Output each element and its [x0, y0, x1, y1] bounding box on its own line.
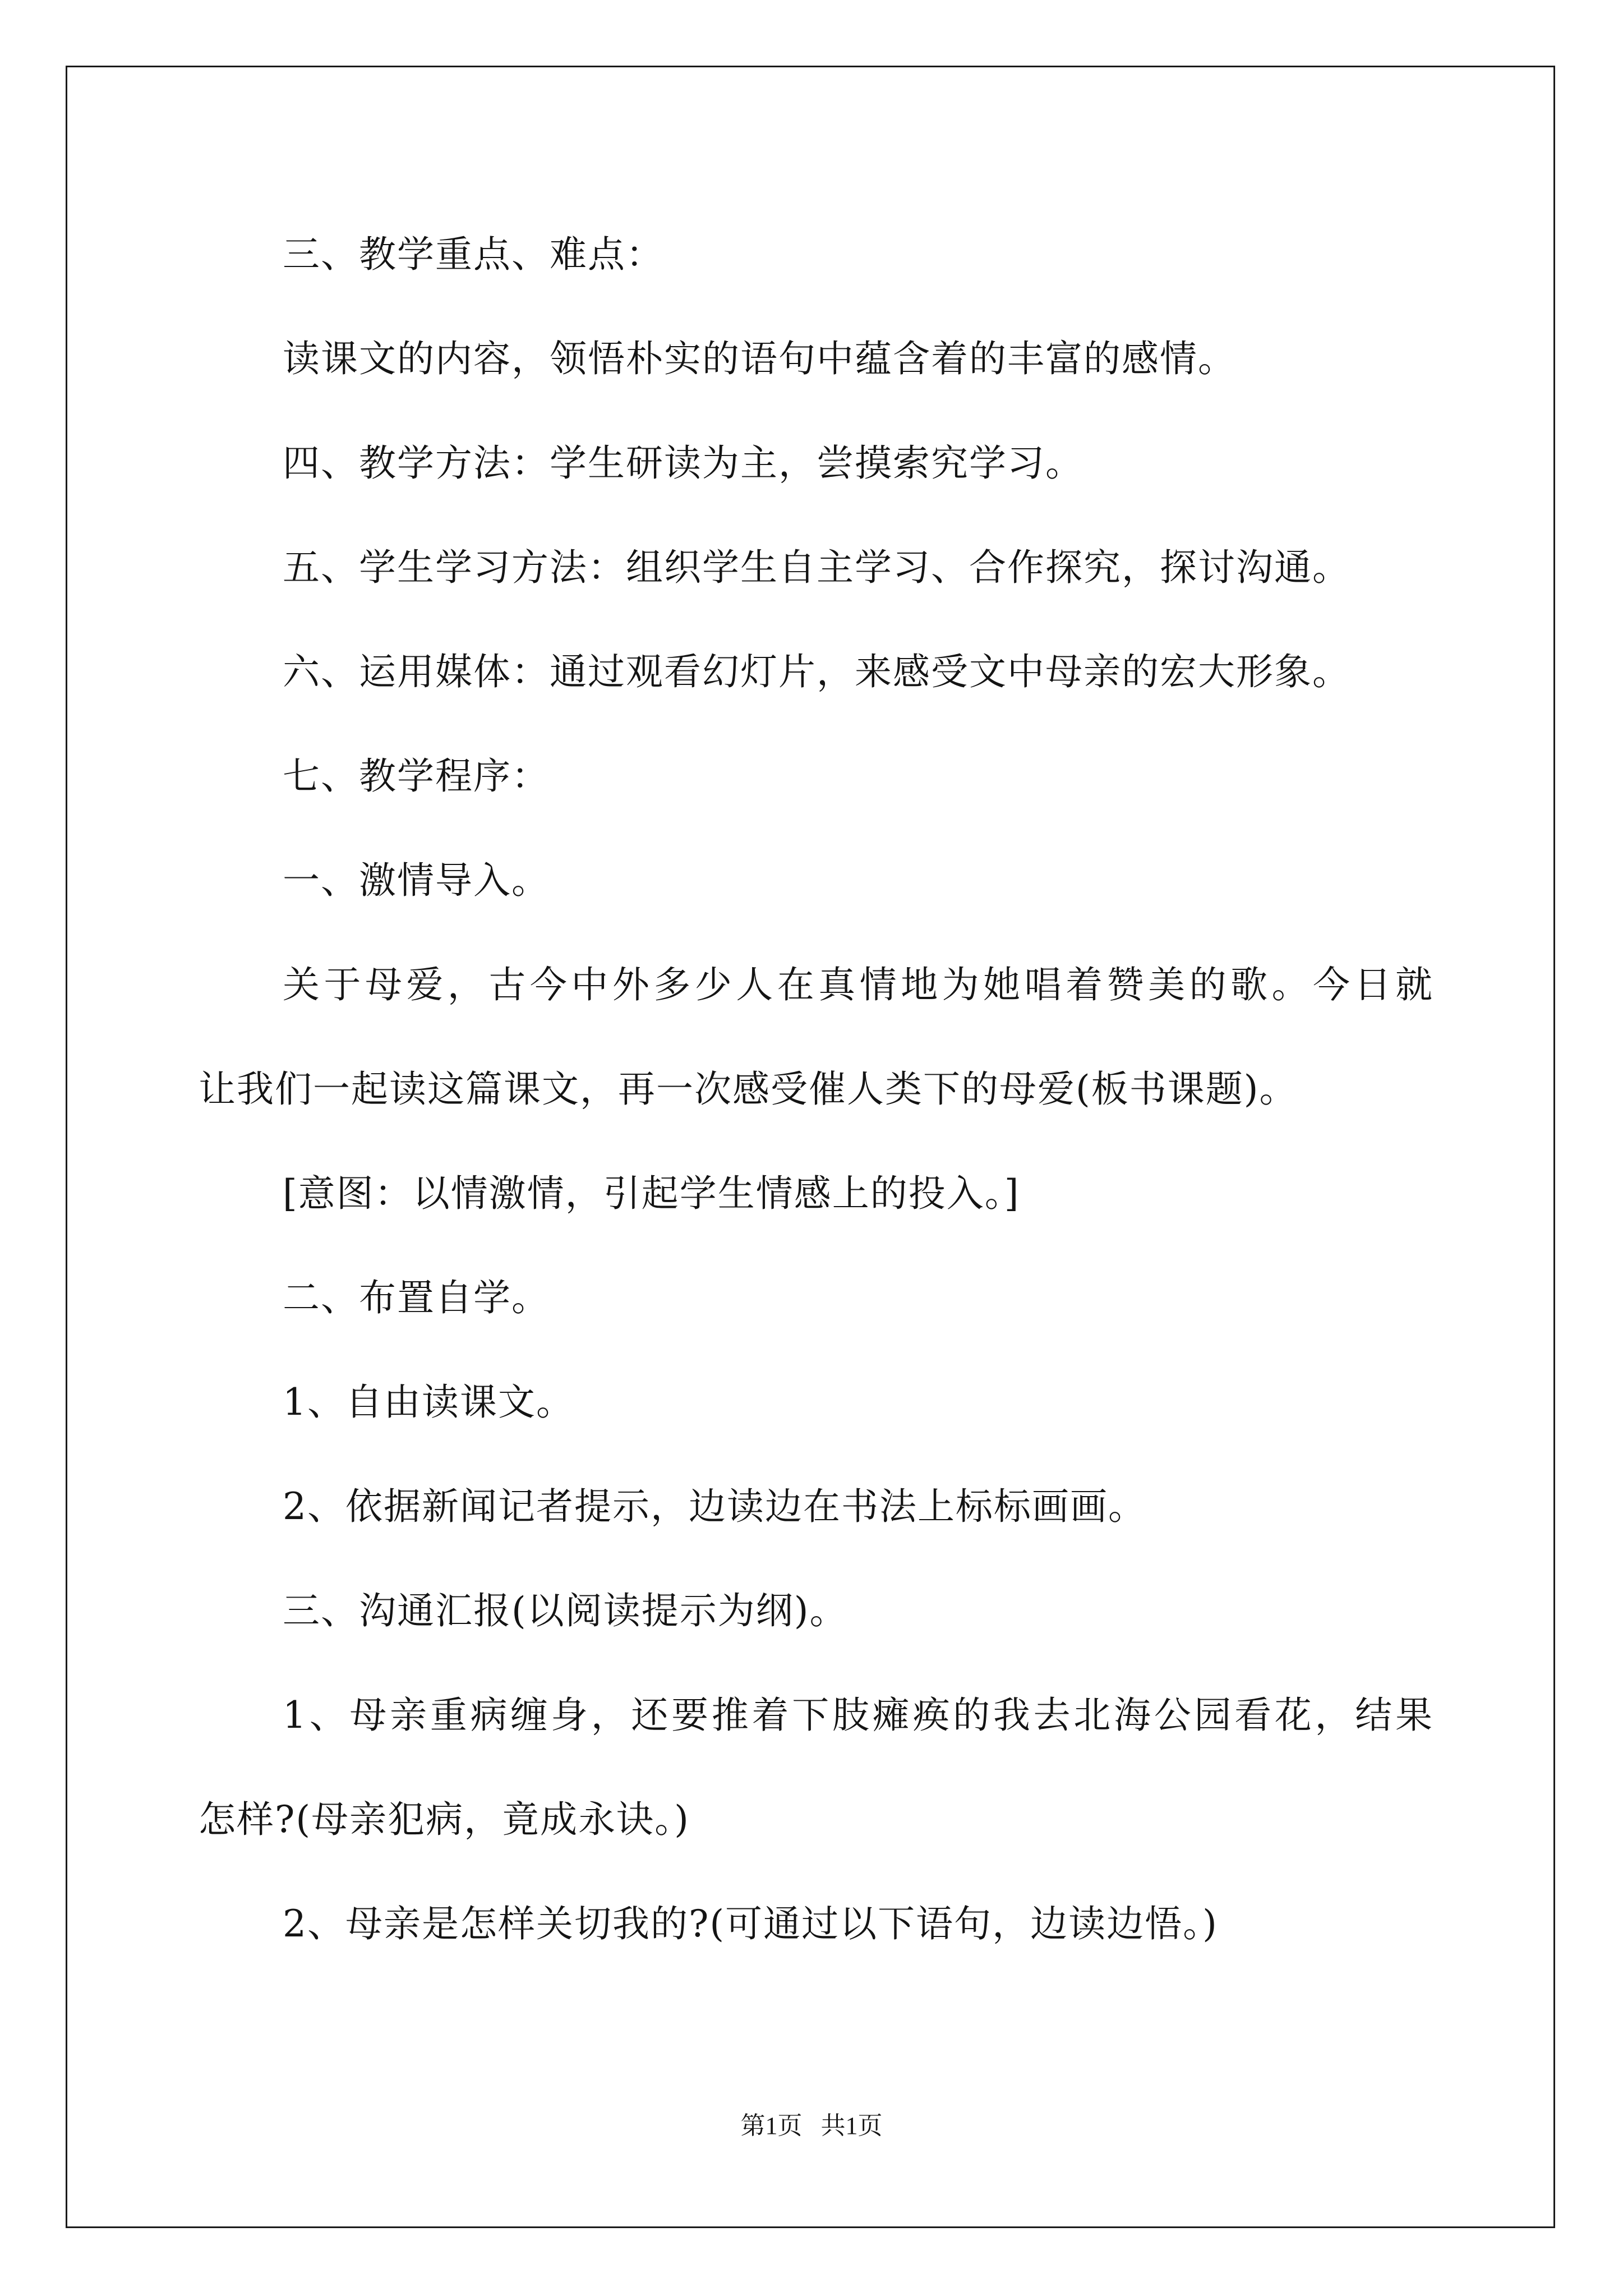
heading-key-points: 三、教学重点、难点： — [283, 233, 664, 276]
report-item-2: 2、母亲是怎样关切我的?(可通过以下语句，边读边悟。) — [283, 1902, 1218, 1945]
paragraph-learning-method: 五、学生学习方法：组织学生自主学习、合作探究，探讨沟通。 — [283, 546, 1350, 589]
paragraph-intent: [意图：以情激情，引起学生情感上的投入。] — [283, 1172, 1020, 1215]
paragraph-intro-line-1: 关于母爱，古今中外多少人在真情地为她唱着赞美的歌。今日就 — [283, 963, 1432, 1006]
page-footer: 第1页 共1页 — [740, 2112, 883, 2139]
report-item-1-line-2: 怎样?(母亲犯病，竟成永诀。) — [199, 1798, 690, 1841]
paragraph-teaching-method: 四、教学方法：学生研读为主，尝摸索究学习。 — [283, 441, 1083, 485]
heading-intro: 一、激情导入。 — [283, 859, 550, 902]
paragraph-media: 六、运用媒体：通过观看幻灯片，来感受文中母亲的宏大形象。 — [283, 650, 1350, 693]
document-body — [199, 0, 1432, 2296]
heading-report: 三、沟通汇报(以阅读提示为纲)。 — [283, 1589, 848, 1632]
heading-procedure: 七、教学程序： — [283, 754, 550, 798]
paragraph-key-points: 读课文的内容，领悟朴实的语句中蕴含着的丰富的感情。 — [283, 337, 1236, 380]
paragraph-intro-line-2: 让我们一起读这篇课文，再一次感受催人类下的母爱(板书课题)。 — [199, 1068, 1298, 1111]
list-item-2: 2、依据新闻记者提示，边读边在书法上标标画画。 — [283, 1485, 1146, 1528]
heading-self-study: 二、布置自学。 — [283, 1276, 550, 1319]
report-item-1-line-1: 1、母亲重病缠身，还要推着下肢瘫痪的我去北海公园看花，结果 — [283, 1694, 1432, 1737]
list-item-1: 1、自由读课文。 — [283, 1381, 574, 1424]
